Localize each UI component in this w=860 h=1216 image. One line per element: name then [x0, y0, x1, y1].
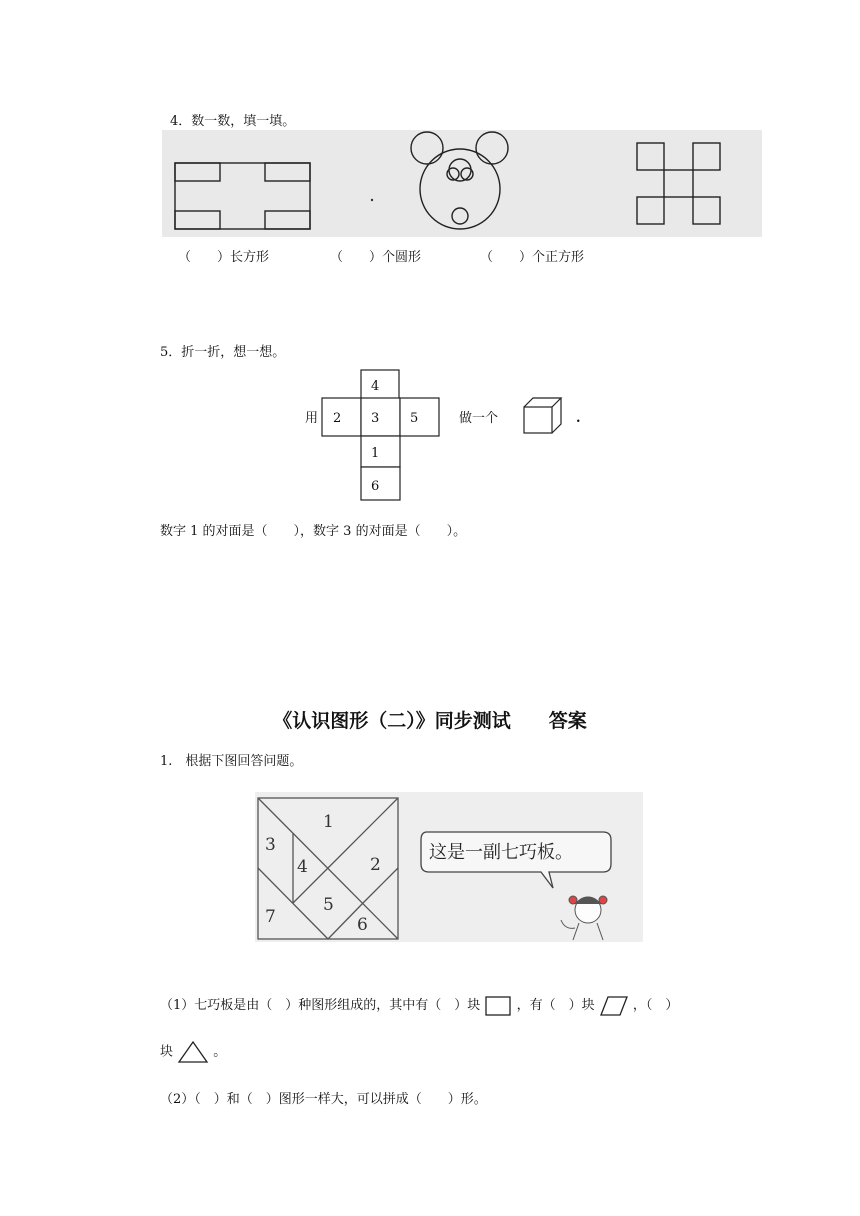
- tangram-num-6: 6: [357, 915, 368, 935]
- tangram: [255, 792, 643, 942]
- tangram-num-7: 7: [265, 907, 276, 927]
- q4-figure: [162, 130, 762, 237]
- q5-question: 数字 1 的对面是（ ），数字 3 的对面是（ ）。: [160, 524, 467, 539]
- q4-title: 4．数一数，填一填。: [170, 114, 296, 129]
- sub1-text-c: ，（ ）: [632, 998, 679, 1013]
- tangram-num-3: 3: [265, 835, 276, 855]
- parallelogram-icon: [599, 995, 629, 1017]
- tangram-num-1: 1: [323, 812, 334, 832]
- circle-figure: [411, 132, 508, 229]
- face-below: 1: [371, 446, 380, 461]
- face-bottom: 6: [371, 479, 380, 494]
- tangram-num-2: 2: [370, 855, 381, 875]
- face-right: 5: [410, 411, 419, 426]
- tangram-num-5: 5: [323, 895, 334, 915]
- answer-sub2: （2）（ ）和（ ）图形一样大，可以拼成（ ）形。: [160, 1092, 487, 1107]
- q4-blank-squares: （ ）个正方形: [480, 250, 585, 265]
- triangle-icon: [177, 1040, 209, 1064]
- square-figure: [637, 143, 720, 224]
- q5-title: 5．折一折，想一想。: [160, 345, 286, 360]
- face-top: 4: [371, 379, 380, 394]
- sub1-text-d: 块: [160, 1044, 174, 1060]
- tangram-figure: [255, 792, 643, 942]
- girl-illustration: [561, 896, 607, 940]
- sub1-text-b: ，有（ ）块: [516, 998, 595, 1013]
- sub1-text-a: （1）七巧板是由（ ）种图形组成的，其中有（ ）块: [160, 998, 481, 1013]
- net-suffix: 做一个: [459, 411, 499, 426]
- q4-blank-circles: （ ）个圆形: [330, 250, 422, 265]
- answer-title: 《认识图形（二）》同步测试 答案: [273, 710, 587, 732]
- tangram-num-4: 4: [297, 857, 308, 877]
- bubble-text: 这是一副七巧板。: [429, 842, 573, 863]
- net-period: .: [576, 411, 581, 426]
- speech-bubble: [421, 832, 611, 888]
- net-prefix: 用: [305, 411, 319, 426]
- cube-net: [300, 360, 600, 505]
- rectangle-figure: [175, 163, 310, 229]
- q4-shapes: [162, 130, 762, 237]
- answer-sub1-line2: [160, 1040, 226, 1064]
- cube-net-figure: [300, 360, 600, 505]
- square-icon: [484, 995, 512, 1017]
- face-left: 2: [333, 411, 342, 426]
- answer-sub1-line1: [160, 994, 678, 1017]
- face-center: 3: [371, 411, 380, 426]
- answer-q1-title: 1. 根据下图回答问题。: [160, 754, 303, 769]
- cube-icon: [524, 398, 561, 433]
- q4-blank-rectangles: （ ）长方形: [178, 250, 270, 265]
- sub1-text-e: 。: [213, 1044, 227, 1060]
